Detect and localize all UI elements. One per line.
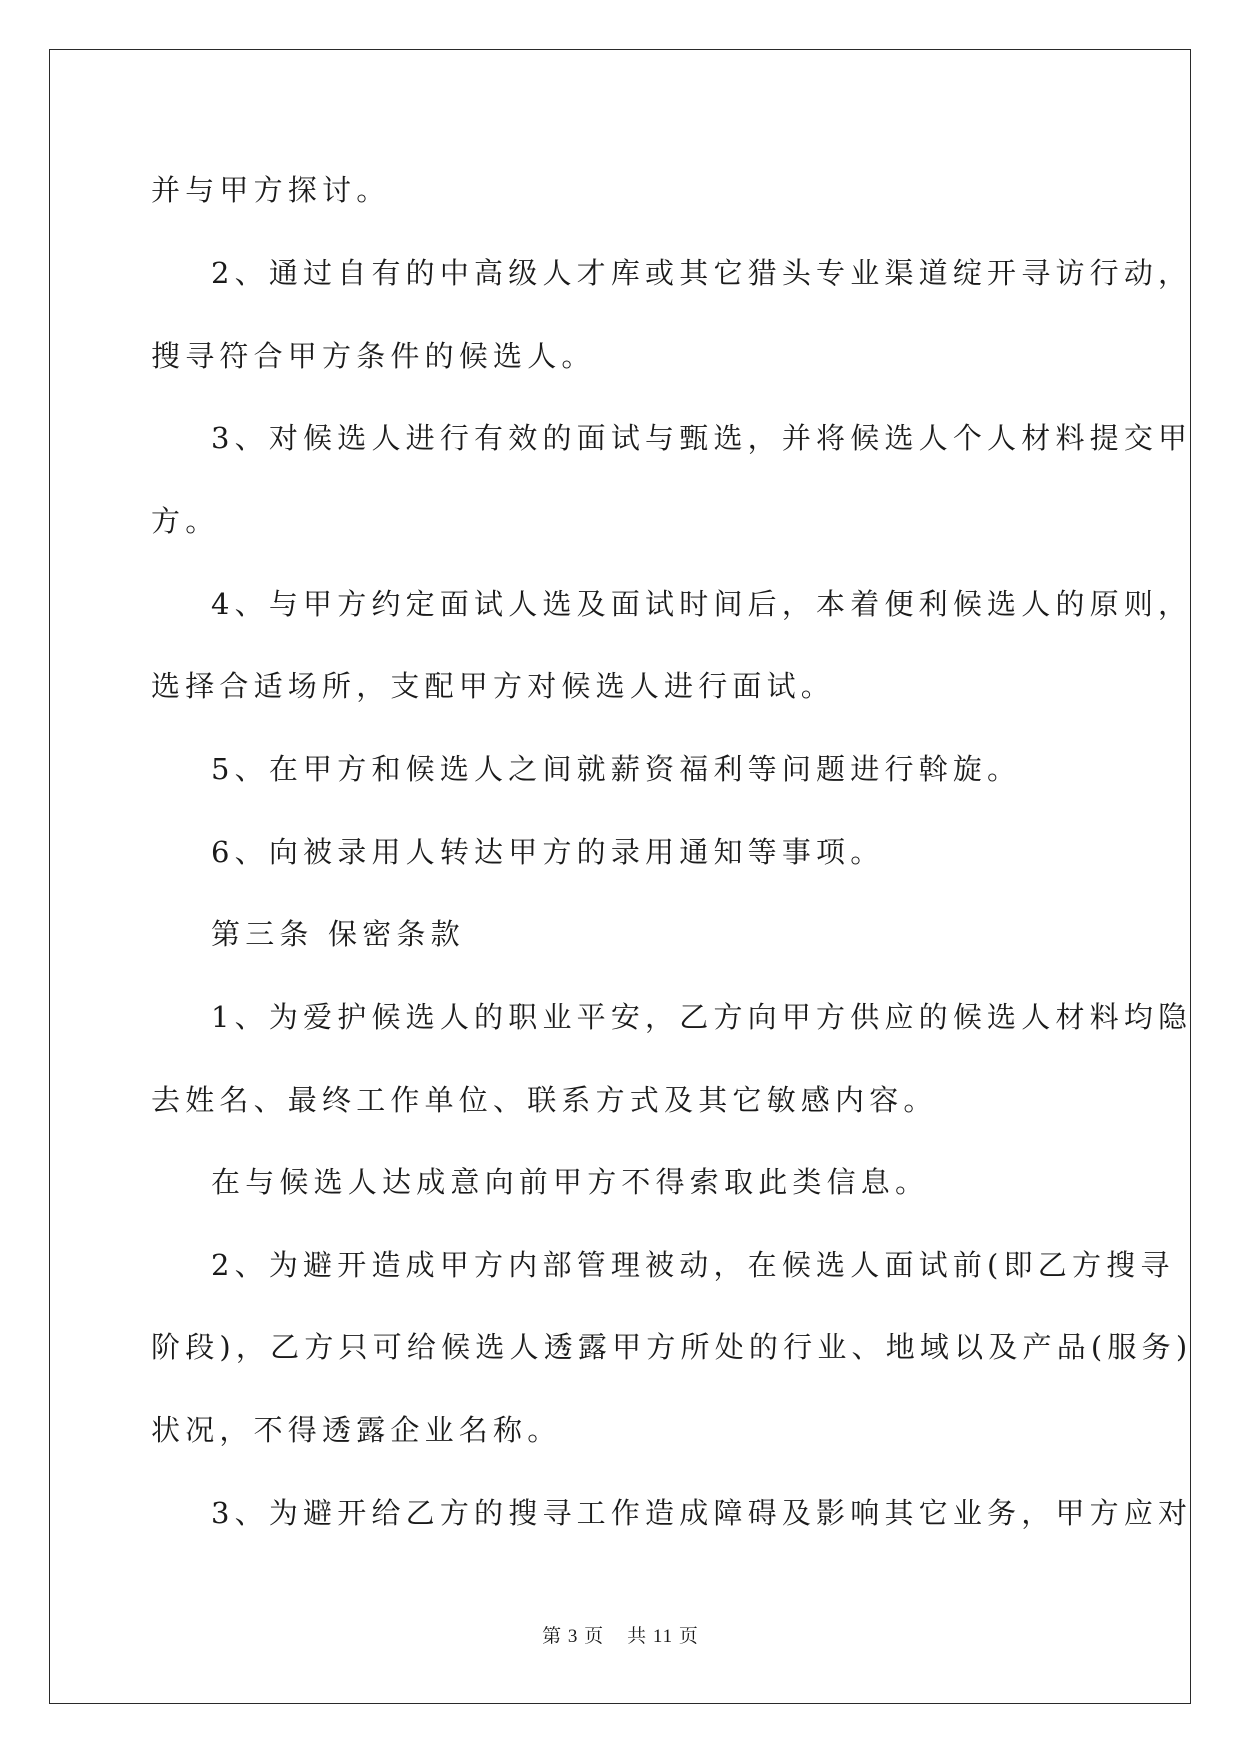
page-number: 第 3 页 — [542, 1626, 605, 1647]
text-line: 在与候选人达成意向前甲方不得索取此类信息。 — [211, 1165, 930, 1199]
text-line: 2、通过自有的中高级人才库或其它猎头专业渠道绽开寻访行动， — [211, 256, 1193, 290]
text-line: 1、为爱护候选人的职业平安，乙方向甲方供应的候选人材料均隐 — [211, 1000, 1193, 1034]
text-line: 并与甲方探讨。 — [151, 173, 391, 207]
page-footer — [0, 1621, 1241, 1648]
section-heading: 第三条 保密条款 — [211, 917, 465, 951]
text-line: 3、为避开给乙方的搜寻工作造成障碍及影响其它业务，甲方应对 — [211, 1496, 1193, 1530]
text-line: 选择合适场所，支配甲方对候选人进行面试。 — [151, 669, 836, 703]
text-line: 4、与甲方约定面试人选及面试时间后，本着便利候选人的原则， — [211, 587, 1193, 621]
text-line: 去姓名、最终工作单位、联系方式及其它敏感内容。 — [151, 1083, 938, 1117]
text-line: 2、为避开造成甲方内部管理被动，在候选人面试前(即乙方搜寻 — [211, 1248, 1175, 1282]
page-total: 共 11 页 — [627, 1626, 699, 1647]
text-line: 搜寻符合甲方条件的候选人。 — [151, 339, 596, 373]
text-line: 5、在甲方和候选人之间就薪资福利等问题进行斡旋。 — [211, 752, 1022, 786]
page-border — [49, 49, 1191, 1704]
text-line: 阶段)，乙方只可给候选人透露甲方所处的行业、地域以及产品(服务) — [151, 1330, 1193, 1364]
text-line: 6、向被录用人转达甲方的录用通知等事项。 — [211, 835, 885, 869]
text-line: 3、对候选人进行有效的面试与甄选，并将候选人个人材料提交甲 — [211, 421, 1193, 455]
text-line: 方。 — [151, 504, 220, 538]
text-line: 状况，不得透露企业名称。 — [151, 1413, 562, 1447]
